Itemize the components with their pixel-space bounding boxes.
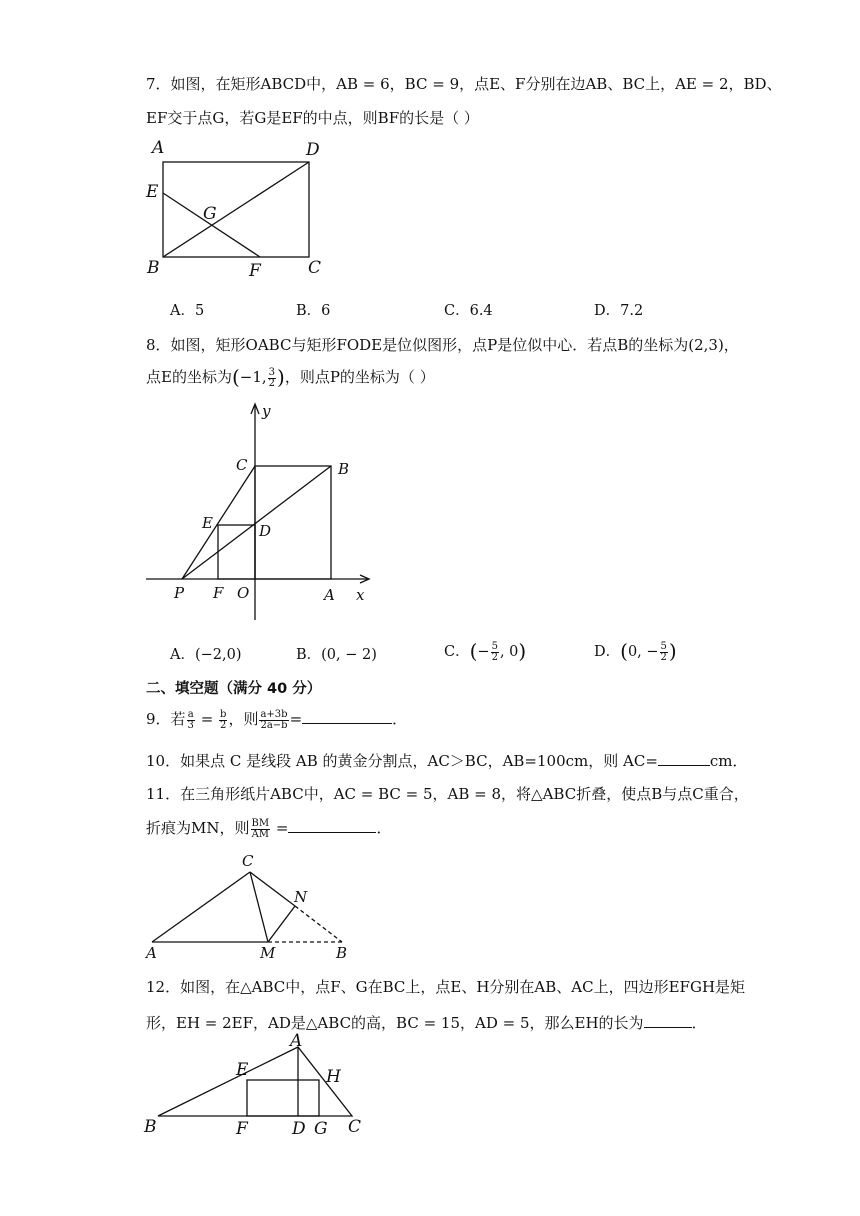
q7-option-a[interactable]: A．5 — [170, 303, 205, 319]
q11-segment-mn — [268, 906, 295, 942]
q8-option-a[interactable]: A．(−2,0) — [170, 647, 242, 663]
q12-figure — [140, 1031, 380, 1146]
q8-line2-prefix: 点E的坐标为 — [146, 368, 232, 386]
q8-line2: 点E的坐标为(−1, $\frac{3}{2}$ )，则点P的坐标为（ ） — [146, 365, 435, 389]
q7-label-b: B — [147, 258, 160, 278]
q7-label-a: A — [152, 138, 165, 158]
q12-line2: 形，EH = 2EF，AD是△ABC的高，BC = 15，AD = 5，那么EH的长为 ． — [146, 1014, 707, 1032]
q8-option-c[interactable]: C．(− $\frac{5}{2}$ , 0) — [444, 639, 527, 663]
q11-segment-ac — [152, 872, 250, 942]
q8-label-b: B — [338, 460, 350, 478]
q8-e-fraction: $\frac{3}{2}$ — [268, 366, 276, 389]
q7-option-b[interactable]: B．6 — [296, 303, 331, 319]
q8-label-e: E — [202, 514, 213, 532]
q7-label-g: G — [203, 204, 217, 224]
q11-segment-cm — [250, 872, 268, 942]
q11-fraction-bm-am: $\frac{BM}{AM}$ — [251, 817, 270, 840]
q9-fraction-a3: $\frac{a}{3}$ — [187, 708, 194, 731]
q8-figure — [140, 398, 380, 628]
q7-option-c[interactable]: C．6.4 — [444, 303, 493, 319]
q8-label-x: x — [356, 586, 365, 604]
q9-fraction-expression: $\frac{a+3b}{2a-b}$ — [260, 708, 288, 731]
q11-label-m: M — [260, 944, 276, 962]
section-fill-in-heading: 二、填空题（满分 40 分） — [146, 681, 322, 697]
q8-label-d: D — [259, 522, 272, 540]
q11-line1: 11．在三角形纸片ABC中，AC = BC = 5，AB = 8，将△ABC折叠，使点B与点C重合， — [146, 785, 749, 803]
q11-line2: 折痕为MN，则 $\frac{BM}{AM}$ = ． — [146, 817, 392, 840]
q11-dashed-nb — [295, 906, 342, 942]
q7-option-d[interactable]: D．7.2 — [594, 303, 644, 319]
q8-e-x: −1, — [239, 368, 267, 386]
q8-label-a: A — [324, 586, 335, 604]
q12-answer-blank[interactable] — [644, 1013, 692, 1028]
q8-option-d[interactable]: D．(0, − $\frac{5}{2}$ ) — [594, 639, 677, 663]
q8-label-o: O — [237, 584, 250, 602]
q8-option-b[interactable]: B．(0, − 2) — [296, 647, 377, 663]
q7-label-e: E — [146, 182, 159, 202]
q12-label-e: E — [236, 1060, 249, 1080]
q7-line1: 7．如图，在矩形ABCD中，AB = 6，BC = 9，点E、F分别在边AB、BC上，AE = 2，BD、 — [146, 75, 782, 93]
q12-label-f: F — [236, 1119, 248, 1139]
q7-label-c: C — [308, 258, 322, 278]
q8-label-y: y — [262, 402, 271, 420]
q12-line1: 12．如图，在△ABC中，点F、G在BC上，点E、H分别在AB、AC上，四边形EFGH是矩 — [146, 978, 746, 996]
q8-label-c: C — [236, 456, 248, 474]
q10-line: 10．如果点 C 是线段 AB 的黄金分割点，AC＞BC，AB=100cm，则 AC= cm． — [146, 752, 748, 770]
q11-label-c: C — [242, 852, 254, 870]
q11-figure — [140, 848, 360, 963]
q8-label-p: P — [174, 584, 185, 602]
q12-label-a: A — [290, 1031, 303, 1051]
q12-label-g: G — [314, 1119, 328, 1139]
q11-label-a: A — [146, 944, 157, 962]
q12-label-b: B — [144, 1117, 157, 1137]
q12-label-h: H — [326, 1067, 341, 1087]
q12-label-c: C — [348, 1117, 362, 1137]
q9-answer-blank[interactable] — [302, 709, 392, 724]
q9-line: 9．若 $\frac{a}{3}$ = $\frac{b}{2}$ ，则 $\frac{a+3b}{2a-b}$ = ． — [146, 708, 408, 731]
q7-figure — [140, 135, 340, 280]
q8-rectangle-fode — [218, 525, 255, 579]
q11-segment-cn — [250, 872, 295, 906]
q8-line1: 8．如图，矩形OABC与矩形FODE是位似图形，点P是位似中心．若点B的坐标为(2,3)， — [146, 336, 739, 354]
q12-label-d: D — [292, 1119, 306, 1139]
q11-label-b: B — [336, 944, 348, 962]
q11-answer-blank[interactable] — [288, 818, 376, 833]
q9-fraction-b2: $\frac{b}{2}$ — [220, 708, 227, 731]
q8-line2-suffix: ，则点P的坐标为（ ） — [284, 368, 435, 386]
q12-rectangle-efgh — [247, 1080, 319, 1116]
q12-triangle-abc — [158, 1047, 352, 1116]
q7-label-d: D — [306, 140, 320, 160]
q8-label-f: F — [213, 584, 224, 602]
q11-label-n: N — [294, 888, 308, 906]
q7-label-f: F — [249, 261, 261, 281]
q7-line2: EF交于点G，若G是EF的中点，则BF的长是（ ） — [146, 109, 479, 127]
q10-answer-blank[interactable] — [658, 751, 710, 766]
q7-diagonal-bd — [163, 162, 309, 257]
